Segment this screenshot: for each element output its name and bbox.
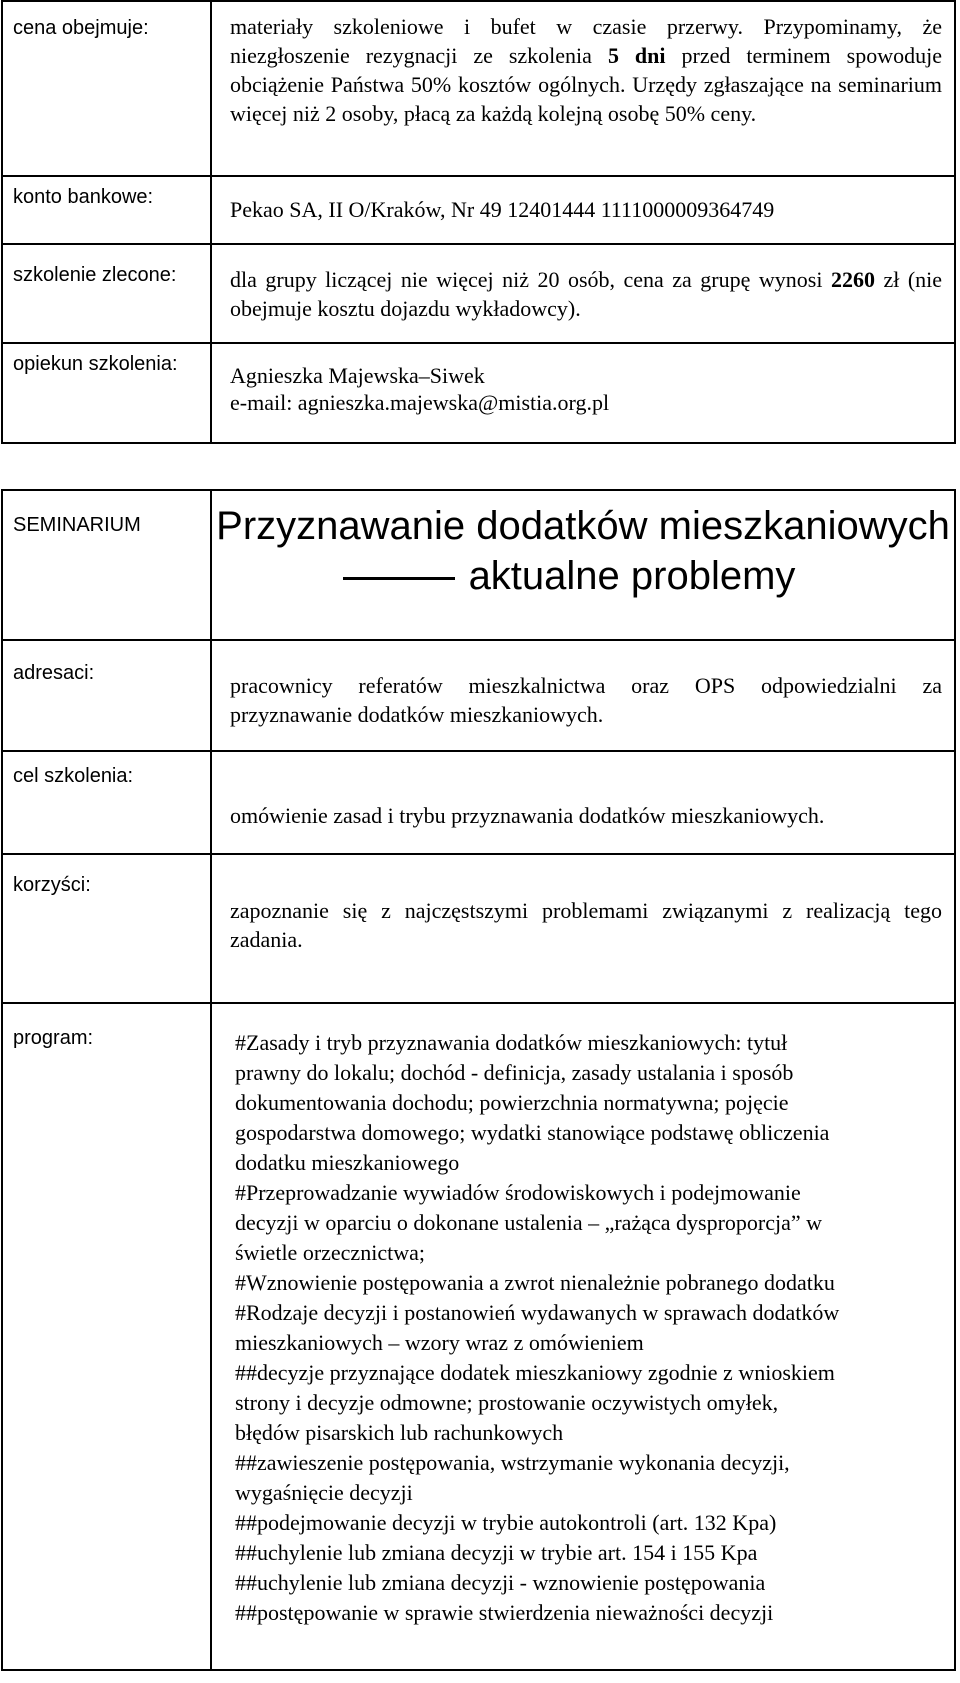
program-line: #Przeprowadzanie wywiadów środowiskowych i podejmowanie: [235, 1180, 801, 1205]
price-line-3: przed terminem spowoduje obciążenie Państwa 50% kosztów ogólnych.: [230, 43, 942, 97]
seminar-title-line-1: Przyznawanie dodatków mieszkaniowych: [216, 504, 950, 548]
ordered-value: [211, 244, 955, 343]
price-line-2: Przypominamy, że niezgłoszenie rezygnacji ze szkolenia: [230, 14, 942, 68]
goal-label: cel szkolenia:: [2, 751, 211, 854]
price-label: cena obejmuje:: [2, 1, 211, 176]
program-line: gospodarstwa domowego; wydatki stanowiące podstawę obliczenia: [235, 1120, 830, 1145]
ordered-text-a: dla grupy liczącej nie więcej niż 20 osób, cena za grupę wynosi: [230, 267, 823, 292]
program-line: strony i decyzje odmowne; prostowanie oczywistych omyłek,: [235, 1390, 779, 1415]
program-line: wygaśnięcie decyzji: [235, 1480, 413, 1505]
program-line: #Wznowienie postępowania a zwrot nienależnie pobranego dodatku: [235, 1270, 835, 1295]
ordered-label: szkolenie zlecone:: [2, 244, 211, 343]
price-line-4: Urzędy zgłaszające na seminarium więcej niż 2 osoby, płacą za każdą kolejną osobę 50% ceny.: [230, 72, 943, 126]
program-line: #Zasady i tryb przyznawania dodatków mieszkaniowych: tytuł: [235, 1030, 788, 1055]
program-line: ##uchylenie lub zmiana decyzji w trybie art. 154 i 155 Kpa: [235, 1540, 758, 1565]
supervisor-label: opiekun szkolenia:: [2, 343, 211, 443]
title-dash: [343, 577, 455, 580]
program-line: błędów pisarskich lub rachunkowych: [235, 1420, 564, 1445]
goal-value: omówienie zasad i trybu przyznawania dodatków mieszkaniowych.: [211, 751, 955, 854]
bank-label: konto bankowe:: [2, 176, 211, 244]
benefits-label: korzyści:: [2, 854, 211, 1003]
supervisor-email[interactable]: e-mail: agnieszka.majewska@mistia.org.pl: [230, 390, 610, 415]
seminar-title-line-2: aktualne problemy: [468, 554, 796, 598]
program-line: dodatku mieszkaniowego: [235, 1150, 460, 1175]
program-line: ##postępowanie w sprawie stwierdzenia nieważności decyzji: [235, 1600, 774, 1625]
addressees-value: pracownicy referatów mieszkalnictwa oraz OPS odpowiedzialni za przyznawanie dodatków mieszkaniowych.: [211, 640, 955, 751]
program-line: ##zawieszenie postępowania, wstrzymanie wykonania decyzji,: [235, 1450, 790, 1475]
program-line: #Rodzaje decyzji i postanowień wydawanych w sprawach dodatków: [235, 1300, 840, 1325]
seminar-title: [211, 490, 955, 640]
price-line-1: materiały szkoleniowe i bufet w czasie przerwy.: [230, 14, 743, 39]
addressees-label: adresaci:: [2, 640, 211, 751]
supervisor-name: Agnieszka Majewska–Siwek: [230, 363, 485, 388]
price-deadline: 5 dni: [607, 43, 666, 68]
ordered-price: 2260: [830, 267, 875, 292]
seminar-label: SEMINARIUM: [2, 490, 211, 640]
supervisor-value: [211, 343, 955, 443]
bank-account: Pekao SA, II O/Kraków, Nr 49 12401444 1111000009364749: [211, 176, 955, 244]
info-table: [1, 0, 956, 444]
program-line: dokumentowania dochodu; powierzchnia normatywna; pojęcie: [235, 1090, 789, 1115]
program-line: świetle orzecznictwa;: [235, 1240, 425, 1265]
benefits-value: zapoznanie się z najczęstszymi problemami związanymi z realizacją tego zadania.: [211, 854, 955, 1003]
program-line: ##uchylenie lub zmiana decyzji - wznowienie postępowania: [235, 1570, 766, 1595]
program-line: decyzji w oparciu o dokonane ustalenia – „rażąca dysproporcja” w: [235, 1210, 823, 1235]
program-label: program:: [2, 1003, 211, 1670]
program-line: ##podejmowanie decyzji w trybie autokontroli (art. 132 Kpa): [235, 1510, 777, 1535]
program-line: prawny do lokalu; dochód - definicja, zasady ustalania i sposób: [235, 1060, 794, 1085]
program-line: ##decyzje przyznające dodatek mieszkaniowy zgodnie z wnioskiem: [235, 1360, 835, 1385]
program-list: [211, 1003, 955, 1670]
program-line: mieszkaniowych – wzory wraz z omówieniem: [235, 1330, 644, 1355]
seminar-table: [1, 489, 956, 1671]
price-value: [211, 1, 955, 176]
ordered-text-b: zł (nie obejmuje kosztu dojazdu wykładowcy).: [230, 267, 943, 321]
